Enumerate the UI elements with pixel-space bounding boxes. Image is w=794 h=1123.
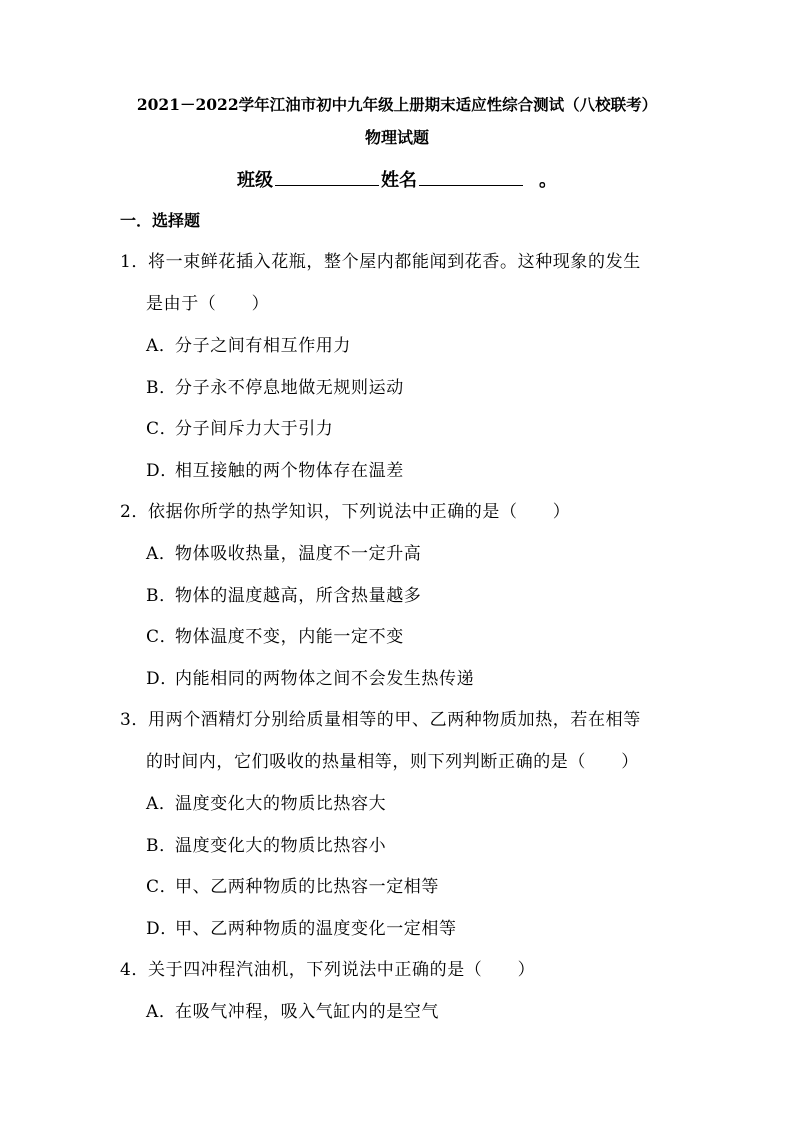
option-text: 分子之间有相互作用力 (175, 336, 351, 356)
student-info-line (0, 167, 794, 194)
question-text-continued: 是由于（ ） (146, 294, 270, 314)
option-text: 甲、乙两种物质的比热容一定相等 (175, 877, 439, 897)
option-1a[interactable] (146, 333, 351, 359)
option-label: C． (146, 419, 178, 439)
option-label: B． (146, 378, 177, 398)
option-text: 相互接触的两个物体存在温差 (175, 461, 404, 481)
option-2c[interactable] (146, 624, 404, 650)
option-label: D． (146, 919, 178, 939)
question-number: 2． (120, 502, 150, 522)
question-3 (120, 707, 641, 733)
option-4a[interactable] (146, 999, 439, 1025)
option-label: A． (146, 336, 177, 356)
option-1b[interactable] (146, 375, 404, 401)
option-2d[interactable] (146, 666, 474, 692)
question-number: 3． (120, 710, 150, 730)
option-label: C． (146, 627, 178, 647)
option-text: 物体吸收热量，温度不一定升高 (175, 544, 422, 564)
question-text: 关于四冲程汽油机，下列说法中正确的是（ ） (148, 960, 536, 980)
option-label: D． (146, 461, 178, 481)
option-label: B． (146, 586, 177, 606)
exam-title: 2021－2022学年江油市初中九年级上册期末适应性综合测试（八校联考） (136, 95, 658, 114)
option-3c[interactable] (146, 874, 439, 900)
question-text: 依据你所学的热学知识，下列说法中正确的是（ ） (148, 502, 571, 522)
option-text: 物体温度不变，内能一定不变 (175, 627, 404, 647)
option-3b[interactable] (146, 833, 386, 859)
option-text: 在吸气冲程，吸入气缸内的是空气 (175, 1002, 439, 1022)
option-text: 物体的温度越高，所含热量越多 (175, 586, 422, 606)
question-text: 用两个酒精灯分别给质量相等的甲、乙两种物质加热，若在相等 (148, 710, 641, 730)
question-text: 将一束鲜花插入花瓶，整个屋内都能闻到花香。这种现象的发生 (148, 252, 641, 272)
question-4 (120, 957, 535, 983)
option-text: 温度变化大的物质比热容小 (175, 836, 387, 856)
question-1 (120, 249, 641, 275)
question-2 (120, 499, 570, 525)
question-number: 4． (120, 960, 150, 980)
option-label: B． (146, 836, 177, 856)
name-label: 姓名 (381, 170, 417, 191)
question-text-continued: 的时间内，它们吸收的热量相等，则下列判断正确的是（ ） (146, 752, 639, 772)
option-label: C． (146, 877, 178, 897)
option-3d[interactable] (146, 916, 457, 942)
option-3a[interactable] (146, 791, 386, 817)
section-title: 一．选择题 (120, 211, 201, 230)
class-label: 班级 (237, 170, 273, 191)
class-blank[interactable] (275, 167, 379, 186)
option-2a[interactable] (146, 541, 421, 567)
exam-subtitle: 物理试题 (364, 128, 429, 147)
option-text: 分子间斥力大于引力 (175, 419, 334, 439)
option-1d[interactable] (146, 458, 404, 484)
option-label: A． (146, 794, 177, 814)
option-text: 甲、乙两种物质的温度变化一定相等 (175, 919, 457, 939)
option-1c[interactable] (146, 416, 333, 442)
option-2b[interactable] (146, 583, 421, 609)
question-number: 1． (120, 252, 150, 272)
option-text: 内能相同的两物体之间不会发生热传递 (175, 669, 475, 689)
end-mark: 。 (539, 170, 557, 191)
option-text: 温度变化大的物质比热容大 (175, 794, 387, 814)
option-label: D． (146, 669, 178, 689)
option-text: 分子永不停息地做无规则运动 (175, 378, 404, 398)
option-label: A． (146, 544, 177, 564)
name-blank[interactable] (419, 167, 523, 186)
option-label: A． (146, 1002, 177, 1022)
